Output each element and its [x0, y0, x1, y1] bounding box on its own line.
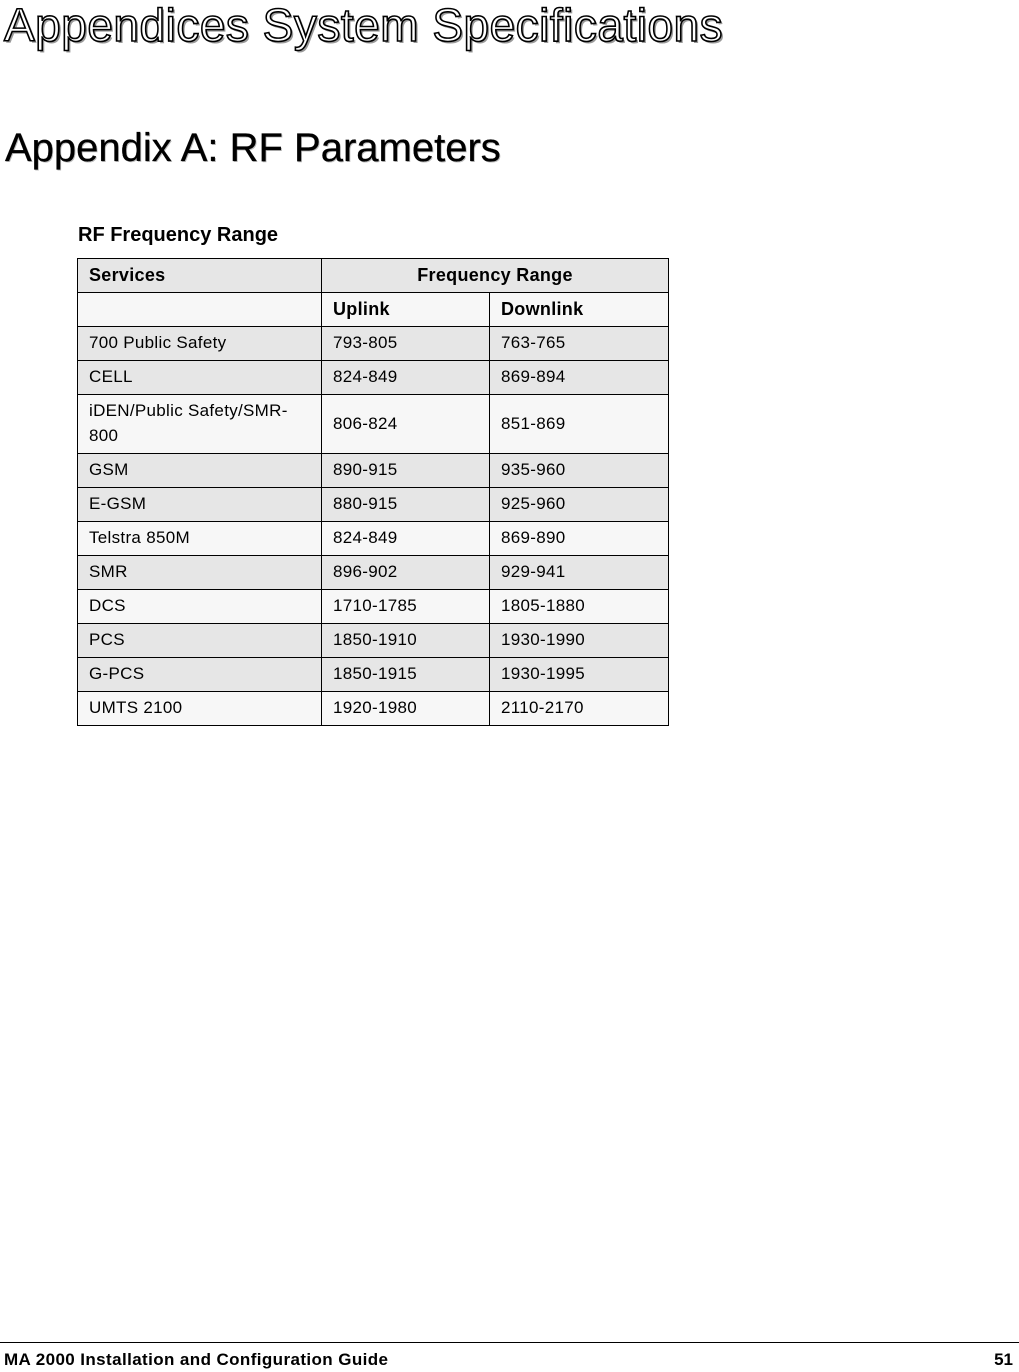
uplink-column-header: Uplink	[322, 293, 490, 327]
downlink-cell: 851-869	[490, 395, 669, 454]
downlink-cell: 935-960	[490, 454, 669, 488]
table-row	[78, 522, 669, 556]
uplink-cell: 1920-1980	[322, 692, 490, 726]
uplink-cell: 896-902	[322, 556, 490, 590]
rf-frequency-table	[77, 258, 669, 726]
uplink-cell: 806-824	[322, 395, 490, 454]
downlink-cell: 2110-2170	[490, 692, 669, 726]
downlink-cell: 1805-1880	[490, 590, 669, 624]
service-cell: GSM	[78, 454, 322, 488]
table-row	[78, 556, 669, 590]
table-row	[78, 454, 669, 488]
downlink-cell: 763-765	[490, 327, 669, 361]
service-cell: 700 Public Safety	[78, 327, 322, 361]
uplink-cell: 1850-1910	[322, 624, 490, 658]
service-cell: iDEN/Public Safety/SMR-800	[78, 395, 322, 454]
uplink-cell: 824-849	[322, 361, 490, 395]
service-cell: SMR	[78, 556, 322, 590]
services-column-header: Services	[78, 259, 322, 293]
table-row	[78, 658, 669, 692]
footer-guide-title: MA 2000 Installation and Configuration Guide	[4, 1350, 389, 1369]
table-row	[78, 361, 669, 395]
downlink-cell: 929-941	[490, 556, 669, 590]
service-cell: E-GSM	[78, 488, 322, 522]
service-cell: CELL	[78, 361, 322, 395]
uplink-cell: 1710-1785	[322, 590, 490, 624]
uplink-cell: 793-805	[322, 327, 490, 361]
chapter-title: Appendices System Specifications	[4, 0, 724, 51]
table-row	[78, 395, 669, 454]
section-title: Appendix A: RF Parameters	[5, 126, 501, 170]
footer-divider	[0, 1342, 1019, 1343]
downlink-cell: 869-894	[490, 361, 669, 395]
uplink-cell: 824-849	[322, 522, 490, 556]
page-number: 51	[994, 1350, 1013, 1369]
downlink-column-header: Downlink	[490, 293, 669, 327]
frequency-range-header: Frequency Range	[322, 259, 669, 293]
downlink-cell: 869-890	[490, 522, 669, 556]
downlink-cell: 1930-1995	[490, 658, 669, 692]
table-row	[78, 327, 669, 361]
uplink-cell: 890-915	[322, 454, 490, 488]
downlink-cell: 1930-1990	[490, 624, 669, 658]
table-row	[78, 488, 669, 522]
service-cell: G-PCS	[78, 658, 322, 692]
table-subheader-row	[78, 293, 669, 327]
table-header-row	[78, 259, 669, 293]
empty-header-cell	[78, 293, 322, 327]
table-row	[78, 624, 669, 658]
uplink-cell: 880-915	[322, 488, 490, 522]
service-cell: PCS	[78, 624, 322, 658]
service-cell: DCS	[78, 590, 322, 624]
service-cell: UMTS 2100	[78, 692, 322, 726]
downlink-cell: 925-960	[490, 488, 669, 522]
uplink-cell: 1850-1915	[322, 658, 490, 692]
table-caption: RF Frequency Range	[78, 224, 279, 246]
table-row	[78, 692, 669, 726]
table-row	[78, 590, 669, 624]
service-cell: Telstra 850M	[78, 522, 322, 556]
